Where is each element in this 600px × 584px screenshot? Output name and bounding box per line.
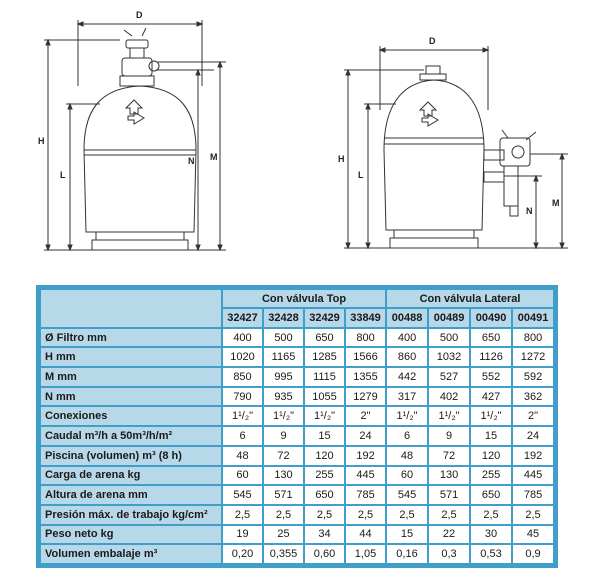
table-cell: 1,05 bbox=[346, 545, 385, 563]
table-cell: 0,60 bbox=[305, 545, 344, 563]
table-cell: 2,5 bbox=[513, 506, 553, 524]
row-label: Carga de arena kg bbox=[41, 467, 221, 485]
table-cell: 1¹/₂" bbox=[471, 407, 511, 425]
table-cell: 1¹/₂" bbox=[387, 407, 427, 425]
left-dim-d-label: D bbox=[136, 10, 143, 20]
table-cell: 995 bbox=[264, 368, 303, 386]
table-cell: 25 bbox=[264, 526, 303, 544]
table-cell: 1355 bbox=[346, 368, 385, 386]
table-cell: 362 bbox=[513, 388, 553, 406]
table-cell: 130 bbox=[264, 467, 303, 485]
code-header: 33849 bbox=[346, 309, 385, 326]
table-cell: 2" bbox=[513, 407, 553, 425]
table-cell: 72 bbox=[264, 447, 303, 465]
table-cell: 19 bbox=[223, 526, 262, 544]
table-cell: 0,3 bbox=[429, 545, 469, 563]
table-cell: 2,5 bbox=[223, 506, 262, 524]
table-cell: 15 bbox=[305, 427, 344, 445]
table-cell: 785 bbox=[513, 486, 553, 504]
code-header: 00488 bbox=[387, 309, 427, 326]
table-cell: 500 bbox=[264, 329, 303, 347]
filter-lateral-valve-drawing bbox=[344, 46, 568, 248]
table-cell: 790 bbox=[223, 388, 262, 406]
code-header: 32429 bbox=[305, 309, 344, 326]
table-cell: 650 bbox=[305, 486, 344, 504]
right-dim-d-label: D bbox=[429, 36, 436, 46]
row-label: Caudal m³/h a 50m³/h/m² bbox=[41, 427, 221, 445]
table-cell: 48 bbox=[223, 447, 262, 465]
table-cell: 1115 bbox=[305, 368, 344, 386]
table-cell: 1055 bbox=[305, 388, 344, 406]
header-corner bbox=[41, 290, 221, 327]
table-row bbox=[41, 329, 553, 347]
code-header: 00491 bbox=[513, 309, 553, 326]
table-cell: 1279 bbox=[346, 388, 385, 406]
group-header-top: Con válvula Top bbox=[223, 290, 385, 307]
table-cell: 402 bbox=[429, 388, 469, 406]
table-cell: 400 bbox=[387, 329, 427, 347]
table-cell: 60 bbox=[223, 467, 262, 485]
row-label: Ø Filtro mm bbox=[41, 329, 221, 347]
right-dim-l-label: L bbox=[358, 170, 364, 180]
code-header: 32427 bbox=[223, 309, 262, 326]
row-label: H mm bbox=[41, 348, 221, 366]
table-cell: 30 bbox=[471, 526, 511, 544]
table-cell: 2,5 bbox=[346, 506, 385, 524]
group-header-row bbox=[41, 290, 553, 307]
table-cell: 0,355 bbox=[264, 545, 303, 563]
table-cell: 15 bbox=[471, 427, 511, 445]
table-cell: 9 bbox=[264, 427, 303, 445]
table-cell: 1¹/₂" bbox=[429, 407, 469, 425]
spec-table-body bbox=[41, 329, 553, 563]
row-label: M mm bbox=[41, 368, 221, 386]
table-cell: 1¹/₂" bbox=[305, 407, 344, 425]
table-cell: 1285 bbox=[305, 348, 344, 366]
table-cell: 72 bbox=[429, 447, 469, 465]
table-cell: 650 bbox=[305, 329, 344, 347]
table-cell: 545 bbox=[387, 486, 427, 504]
table-cell: 255 bbox=[471, 467, 511, 485]
table-cell: 120 bbox=[471, 447, 511, 465]
table-cell: 22 bbox=[429, 526, 469, 544]
left-dim-l-label: L bbox=[60, 170, 66, 180]
spec-table bbox=[39, 288, 555, 565]
table-cell: 120 bbox=[305, 447, 344, 465]
table-cell: 427 bbox=[471, 388, 511, 406]
table-row bbox=[41, 407, 553, 425]
table-cell: 1566 bbox=[346, 348, 385, 366]
table-cell: 192 bbox=[346, 447, 385, 465]
table-cell: 192 bbox=[513, 447, 553, 465]
table-cell: 34 bbox=[305, 526, 344, 544]
row-label: Altura de arena mm bbox=[41, 486, 221, 504]
table-cell: 130 bbox=[429, 467, 469, 485]
table-cell: 592 bbox=[513, 368, 553, 386]
table-cell: 650 bbox=[471, 329, 511, 347]
table-cell: 527 bbox=[429, 368, 469, 386]
row-label: Piscina (volumen) m³ (8 h) bbox=[41, 447, 221, 465]
table-cell: 400 bbox=[223, 329, 262, 347]
table-cell: 0,16 bbox=[387, 545, 427, 563]
table-cell: 860 bbox=[387, 348, 427, 366]
table-cell: 800 bbox=[513, 329, 553, 347]
table-cell: 552 bbox=[471, 368, 511, 386]
table-cell: 0,20 bbox=[223, 545, 262, 563]
table-cell: 1032 bbox=[429, 348, 469, 366]
row-label: Volumen embalaje m³ bbox=[41, 545, 221, 563]
table-cell: 24 bbox=[513, 427, 553, 445]
left-dim-h-label: H bbox=[38, 136, 45, 146]
table-row bbox=[41, 545, 553, 563]
group-header-lateral: Con válvula Lateral bbox=[387, 290, 553, 307]
table-cell: 2,5 bbox=[429, 506, 469, 524]
table-cell: 45 bbox=[513, 526, 553, 544]
table-cell: 1126 bbox=[471, 348, 511, 366]
table-cell: 1¹/₂" bbox=[223, 407, 262, 425]
table-cell: 24 bbox=[346, 427, 385, 445]
table-cell: 2,5 bbox=[264, 506, 303, 524]
table-row bbox=[41, 506, 553, 524]
table-cell: 650 bbox=[471, 486, 511, 504]
table-row bbox=[41, 427, 553, 445]
table-row bbox=[41, 348, 553, 366]
table-cell: 2" bbox=[346, 407, 385, 425]
table-cell: 1272 bbox=[513, 348, 553, 366]
table-cell: 317 bbox=[387, 388, 427, 406]
table-row bbox=[41, 526, 553, 544]
table-cell: 2,5 bbox=[471, 506, 511, 524]
table-row bbox=[41, 486, 553, 504]
table-cell: 44 bbox=[346, 526, 385, 544]
table-cell: 500 bbox=[429, 329, 469, 347]
table-cell: 255 bbox=[305, 467, 344, 485]
left-dim-m-label: M bbox=[210, 152, 218, 162]
table-cell: 1020 bbox=[223, 348, 262, 366]
table-cell: 2,5 bbox=[387, 506, 427, 524]
table-cell: 785 bbox=[346, 486, 385, 504]
table-cell: 445 bbox=[346, 467, 385, 485]
table-cell: 442 bbox=[387, 368, 427, 386]
table-cell: 48 bbox=[387, 447, 427, 465]
right-dim-n-label: N bbox=[526, 206, 533, 216]
right-dim-h-label: H bbox=[338, 154, 345, 164]
table-cell: 0,53 bbox=[471, 545, 511, 563]
table-cell: 0,9 bbox=[513, 545, 553, 563]
spec-table-frame bbox=[36, 285, 558, 568]
table-row bbox=[41, 467, 553, 485]
table-cell: 2,5 bbox=[305, 506, 344, 524]
table-row bbox=[41, 368, 553, 386]
code-header: 32428 bbox=[264, 309, 303, 326]
table-cell: 15 bbox=[387, 526, 427, 544]
table-row bbox=[41, 447, 553, 465]
table-cell: 1165 bbox=[264, 348, 303, 366]
table-cell: 9 bbox=[429, 427, 469, 445]
filter-top-valve-drawing bbox=[44, 20, 226, 250]
table-cell: 545 bbox=[223, 486, 262, 504]
table-cell: 6 bbox=[387, 427, 427, 445]
row-label: Conexiones bbox=[41, 407, 221, 425]
left-dim-n-label: N bbox=[188, 156, 195, 166]
table-cell: 1¹/₂" bbox=[264, 407, 303, 425]
table-cell: 571 bbox=[264, 486, 303, 504]
right-dim-m-label: M bbox=[552, 198, 560, 208]
technical-drawings bbox=[0, 0, 600, 282]
code-header: 00489 bbox=[429, 309, 469, 326]
table-cell: 6 bbox=[223, 427, 262, 445]
table-cell: 850 bbox=[223, 368, 262, 386]
table-cell: 445 bbox=[513, 467, 553, 485]
table-cell: 60 bbox=[387, 467, 427, 485]
table-cell: 935 bbox=[264, 388, 303, 406]
row-label: N mm bbox=[41, 388, 221, 406]
table-cell: 571 bbox=[429, 486, 469, 504]
table-row bbox=[41, 388, 553, 406]
row-label: Peso neto kg bbox=[41, 526, 221, 544]
table-cell: 800 bbox=[346, 329, 385, 347]
code-header: 00490 bbox=[471, 309, 511, 326]
row-label: Presión máx. de trabajo kg/cm² bbox=[41, 506, 221, 524]
